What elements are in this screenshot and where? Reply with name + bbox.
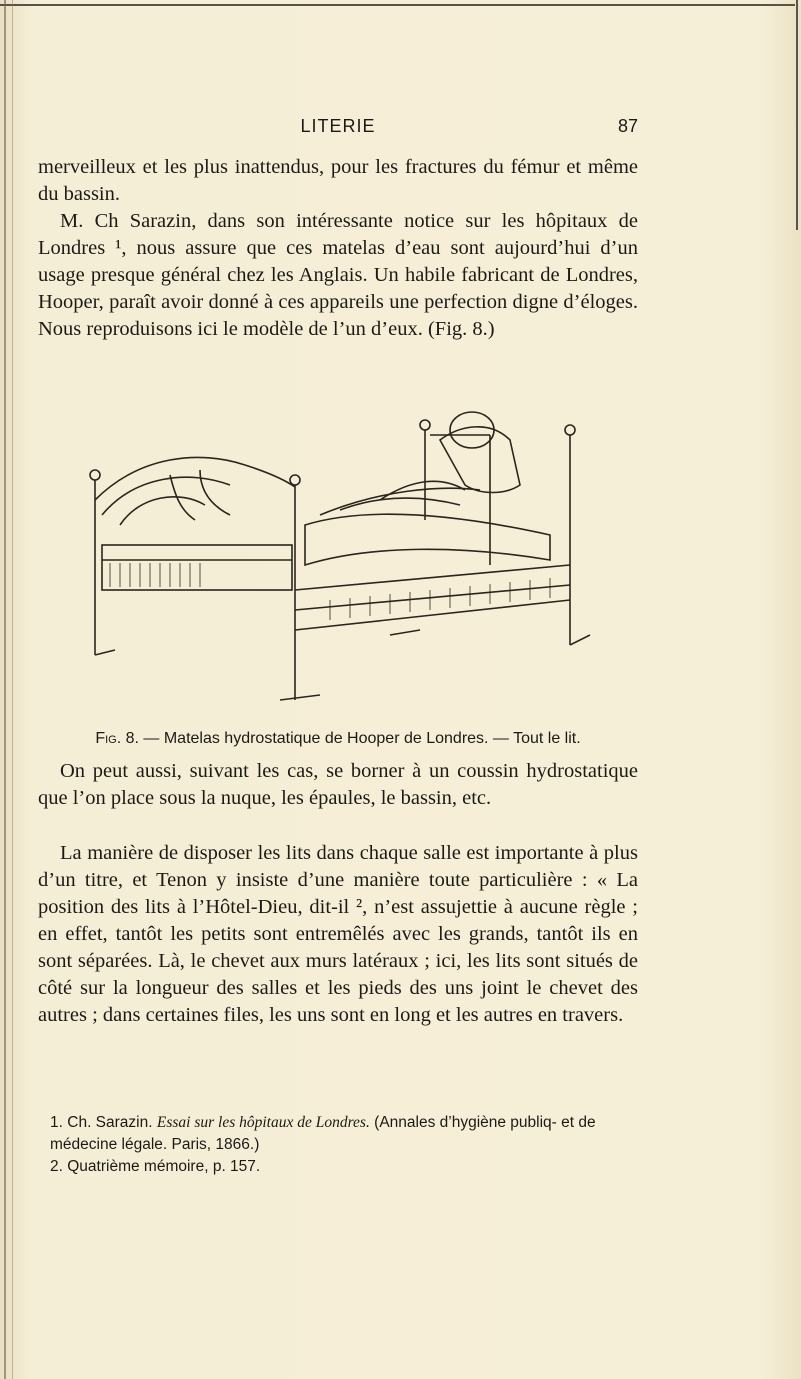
bed-illustration [80, 395, 620, 725]
footnote-text: (Annales d’hygiène publiq‑ et de médecine légale. Paris, 1866.) [50, 1114, 596, 1153]
page-edge [4, 0, 6, 1379]
footnote-author: Ch. Sarazin. [67, 1114, 153, 1131]
footnote-number: 1. [50, 1114, 63, 1131]
figure-caption [38, 730, 638, 748]
figure-caption-text: — Matelas hydrostatique de Hooper de Londres. — Tout le lit. [143, 730, 581, 747]
footnote [38, 1156, 658, 1178]
top-rule [0, 4, 795, 6]
running-head-title: LITERIE [300, 116, 376, 136]
page-edge [796, 0, 798, 230]
paragraph: merveilleux et les plus inattendus, pour les fractures du fémur et même du bassin. [38, 156, 638, 205]
paragraph-block [38, 154, 638, 343]
page-number: 87 [617, 116, 638, 136]
footnotes [38, 1112, 658, 1178]
paragraph: La manière de disposer les lits dans chaque salle est importante à plus d’un titre, et Tenon y insiste d’une manière toute particulière : « La position des lits à l’Hôtel-Dieu, dit-il ², n’est assujettie à aucune règle ; en effet, tantôt les petits sont entremêlés avec les grands, tantôt ils en sont séparées. Là, le chevet aux murs latéraux ; ici, les lits sont situés de côté sur la longueur des salles et les pieds des uns joint le chevet des autres ; dans certaines files, les uns sont en long et les autres en travers. [38, 842, 638, 1026]
footnote-number: 2. [50, 1158, 63, 1175]
footnote [38, 1112, 658, 1156]
footnote-text: Quatrième mémoire, p. 157. [67, 1158, 261, 1175]
paragraph: On peut aussi, suivant les cas, se borner à un coussin hydrostatique que l’on place sous la nuque, les épaules, le bassin, etc. [38, 760, 638, 809]
paragraph: M. Ch Sarazin, dans son intéressante notice sur les hôpitaux de Londres ¹, nous assure que ces matelas d’eau sont aujourd’hui d’un usage presque général chez les Anglais. Un habile fabricant de Londres, Hooper, paraît avoir donné à ces appareils une perfection digne d’éloges. Nous reproduisons ici le modèle de l’un d’eux. (Fig. 8.) [38, 210, 638, 340]
page-edge [12, 0, 13, 1379]
footnote-title: Essai sur les hôpitaux de Londres. [156, 1114, 370, 1131]
figure-label: Fig. 8. [95, 730, 139, 747]
running-header [38, 116, 638, 140]
